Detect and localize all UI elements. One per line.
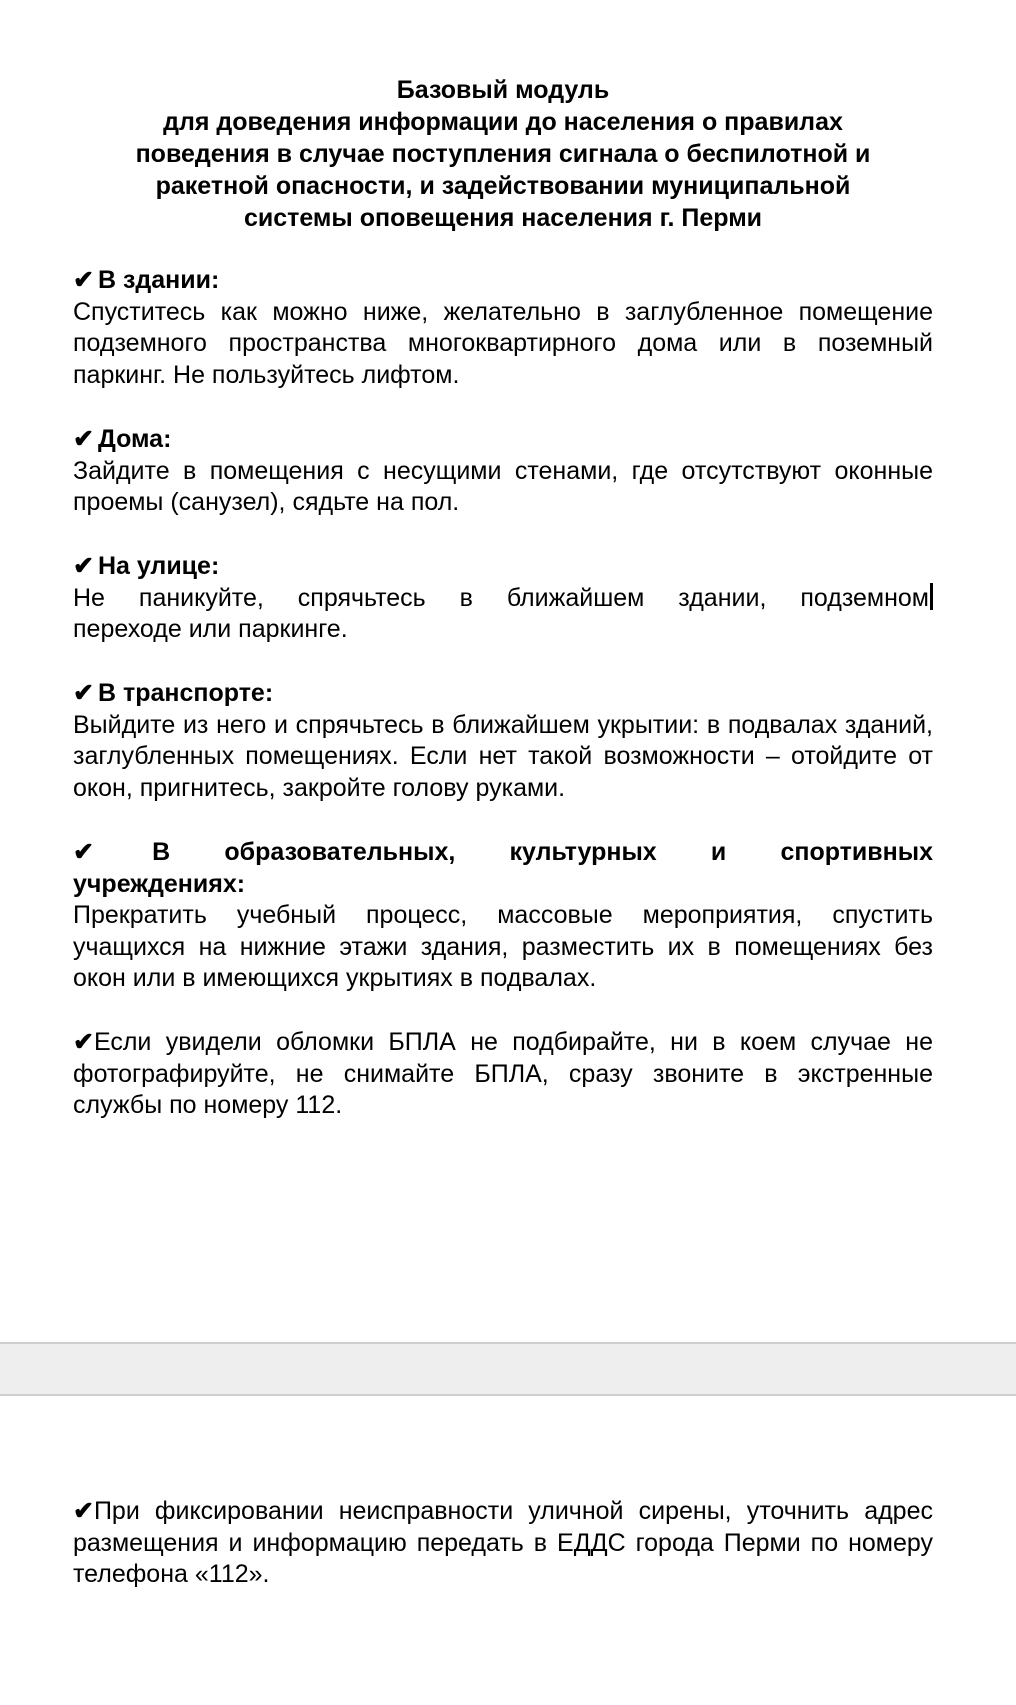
section-in-transport	[73, 678, 933, 804]
note-text	[73, 1027, 933, 1122]
document-title	[73, 74, 933, 234]
section-text: Спуститесь как можно ниже, желательно в заглубленное помещение подземного пространства многоквартирного дома или в поземный паркинг. Не пользуйтесь лифтом.	[73, 297, 933, 389]
section-heading	[73, 424, 933, 456]
section-text: Выйдите из него и спрячьтесь в ближайшем укрытии: в подвалах зданий, заглубленных помещениях. Если нет такой возможности – отойдите от окон, пригнитесь, закройте голову руками.	[73, 710, 933, 802]
check-mark-icon: ✔	[73, 679, 94, 707]
section-heading-label: Дома:	[97, 425, 172, 453]
note-siren-malfunction	[73, 1496, 933, 1591]
title-line: системы оповещения населения г. Перми	[243, 204, 763, 232]
check-mark-icon: ✔	[73, 266, 94, 294]
section-heading	[73, 551, 933, 583]
check-mark-icon: ✔	[73, 425, 94, 453]
section-at-home	[73, 424, 933, 519]
note-text-body: Если увидели обломки БПЛА не подбирайте, ни в коем случае не фотографируйте, не снимайте БПЛА, сразу звоните в экстренные службы по номеру 112.	[73, 1028, 933, 1119]
section-heading-continued: учреждениях:	[73, 869, 246, 898]
note-uav-debris	[73, 1027, 933, 1122]
section-heading-label: В здании:	[97, 266, 220, 294]
title-line: Базовый модуль	[396, 76, 610, 104]
check-mark-icon: ✔	[73, 1497, 94, 1525]
section-on-street	[73, 551, 933, 646]
note-text-body: При фиксировании неисправности уличной сирены, уточнить адрес размещения и информацию передать в ЕДДС города Перми по номеру телефона «112».	[73, 1497, 933, 1588]
section-text-line: Не паникуйте, спрячьтесь в ближайшем здании, подземном	[73, 583, 929, 612]
check-mark-icon: ✔	[73, 838, 94, 866]
page-separator	[0, 1342, 1016, 1396]
section-heading-label: На улице:	[97, 552, 220, 580]
section-heading-label: В образовательных, культурных и спортивных	[152, 838, 934, 866]
section-heading	[73, 678, 933, 710]
section-in-building	[73, 265, 933, 391]
section-in-institutions	[73, 837, 933, 995]
section-heading-label: В транспорте:	[97, 679, 274, 707]
section-heading	[73, 837, 933, 869]
section-text-line: переходе или паркинге.	[73, 615, 348, 643]
section-heading	[73, 265, 933, 297]
note-text	[73, 1496, 933, 1591]
check-mark-icon: ✔	[73, 552, 94, 580]
section-text: Зайдите в помещения с несущими стенами, где отсутствуют оконные проемы (санузел), сядьте на пол.	[73, 456, 933, 516]
title-line: поведения в случае поступления сигнала о беспилотной и	[135, 140, 871, 168]
section-text: Прекратить учебный процесс, массовые мероприятия, спустить учащихся на нижние этажи здания, разместить их в помещениях без окон или в имеющихся укрытиях в подвалах.	[73, 901, 933, 992]
title-line: ракетной опасности, и задействовании муниципальной	[155, 172, 851, 200]
section-text	[73, 583, 933, 646]
title-line: для доведения информации до населения о правилах	[163, 108, 843, 136]
check-mark-icon: ✔	[73, 1028, 94, 1056]
text-cursor	[930, 583, 933, 610]
